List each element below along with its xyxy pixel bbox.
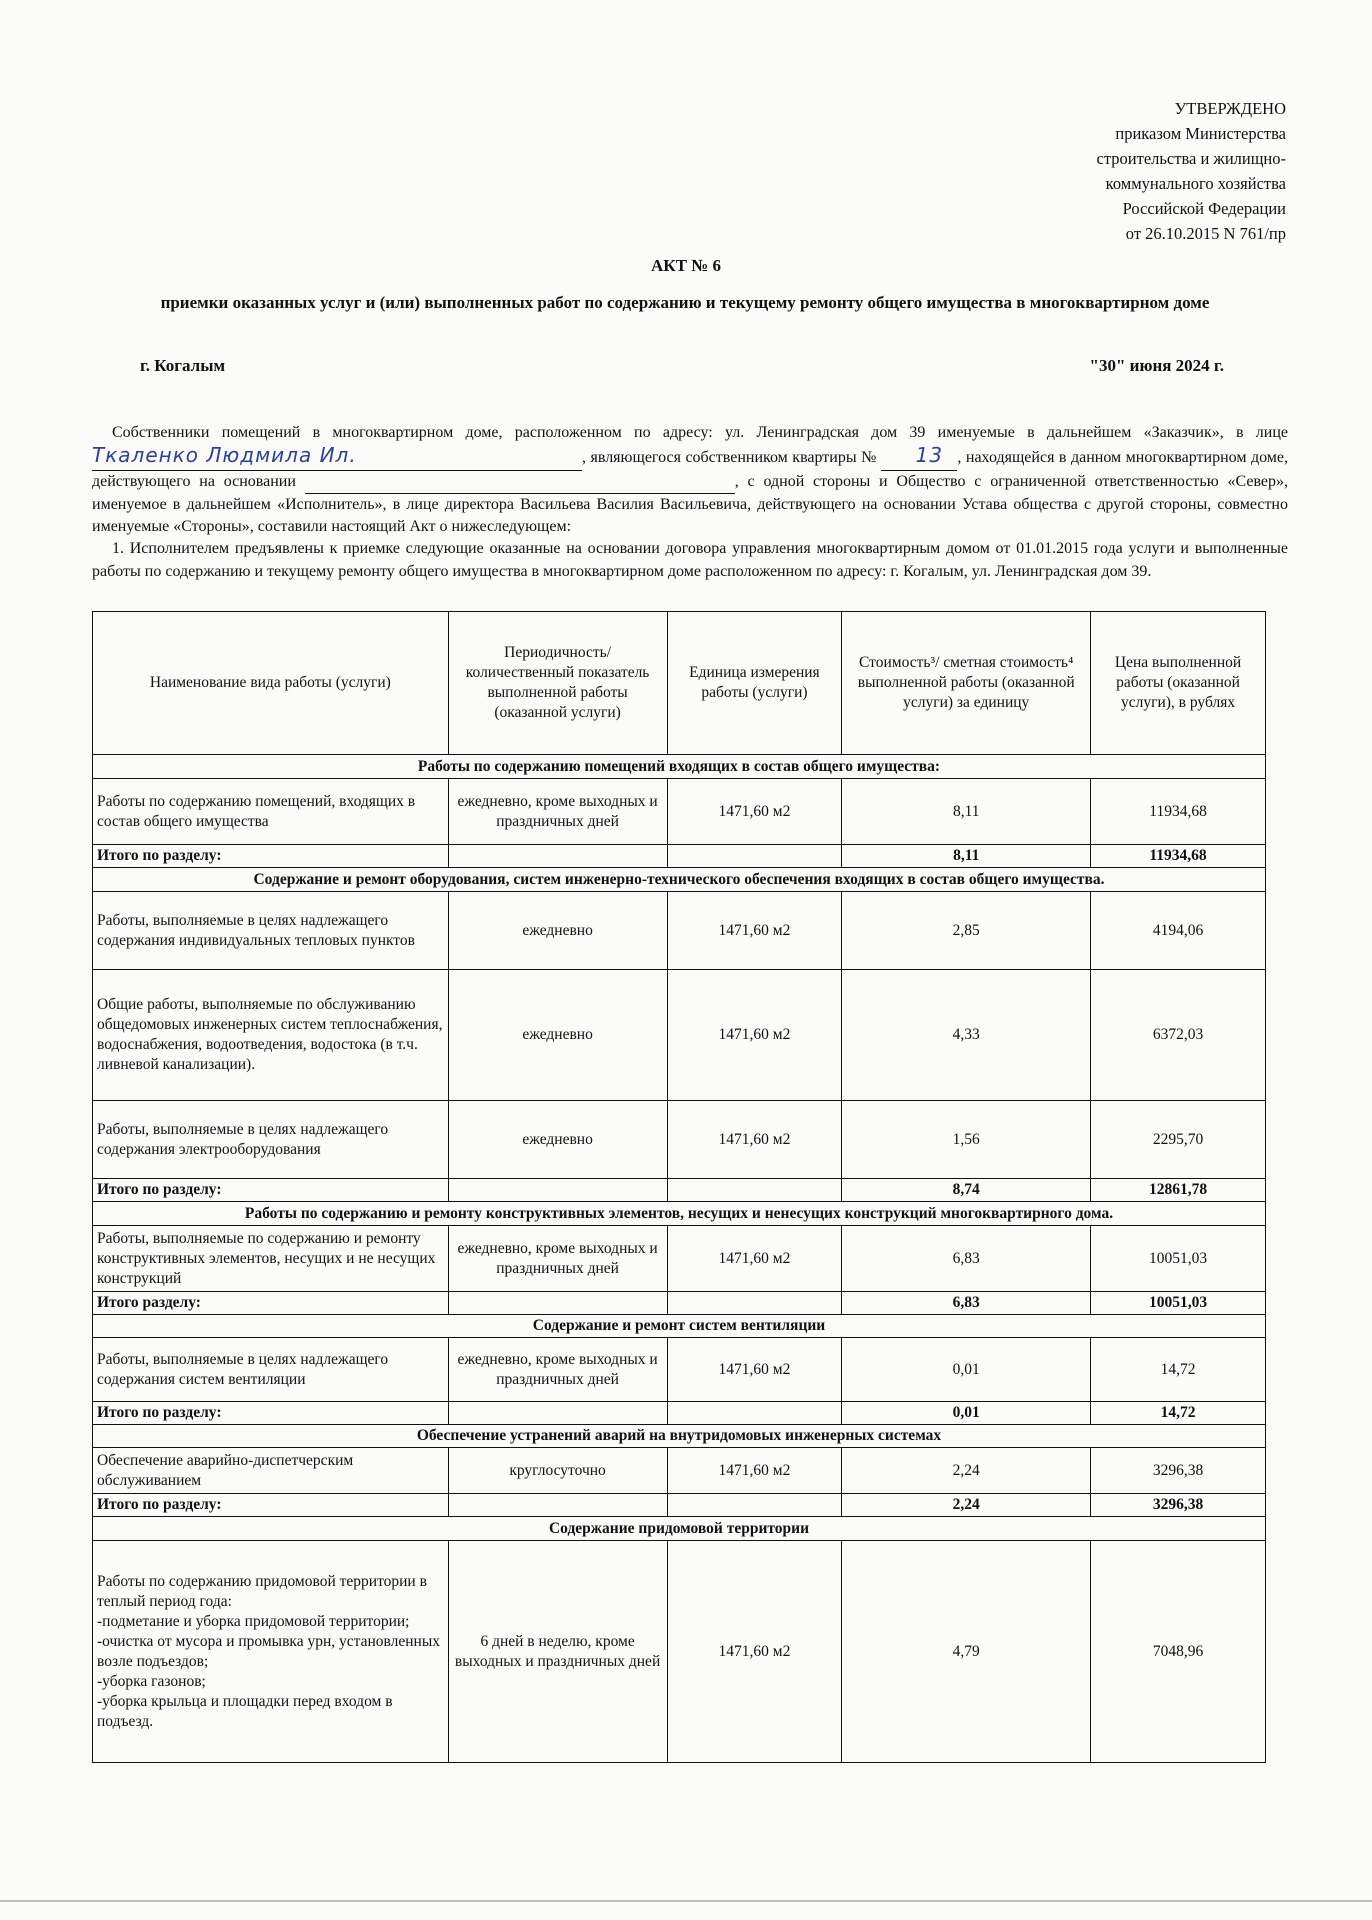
cell-periodicity: ежедневно, кроме выходных и праздничных дней (448, 1338, 667, 1402)
cell-line: -очистка от мусора и промывка урн, установленных возле подъездов; (97, 1632, 440, 1670)
city: г. Когалым (140, 356, 226, 375)
cell-unit: 1471,60 м2 (667, 1101, 842, 1179)
cell-price: 14,72 (1091, 1338, 1266, 1402)
approval-line: строительства и жилищно- (1096, 149, 1286, 168)
approval-line: Российской Федерации (1122, 199, 1286, 218)
cell-price: 3296,38 (1091, 1448, 1266, 1494)
owner-name-field (92, 444, 582, 470)
total-price: 3296,38 (1091, 1494, 1266, 1517)
basis-field (305, 471, 735, 494)
apartment-number-handwriting: 13 (915, 443, 944, 468)
cell-price: 10051,03 (1091, 1226, 1266, 1292)
section-total-row (93, 1402, 1266, 1425)
cell-unit: 1471,60 м2 (667, 970, 842, 1101)
section-title: Содержание и ремонт систем вентиляции (93, 1315, 1266, 1338)
owner-name-handwriting: Ткаленко Людмила Ил. (92, 443, 357, 468)
cell-unit-cost: 1,56 (842, 1101, 1091, 1179)
cell-unit-cost: 0,01 (842, 1338, 1091, 1402)
total-price: 10051,03 (1091, 1292, 1266, 1315)
header-unit-cost: Стоимость³/ сметная стоимость⁴ выполненной работы (оказанной услуги) за единицу (842, 612, 1091, 755)
section-total-row (93, 1292, 1266, 1315)
cell-price: 4194,06 (1091, 892, 1266, 970)
cell-name: Работы, выполняемые по содержанию и ремонту конструктивных элементов, несущих и не несущих конструкций (93, 1226, 449, 1292)
cell-periodicity: 6 дней в неделю, кроме выходных и праздничных дней (448, 1541, 667, 1763)
cell-unit-cost: 6,83 (842, 1226, 1091, 1292)
total-unit-cost: 2,24 (842, 1494, 1091, 1517)
section-title: Содержание придомовой территории (93, 1517, 1266, 1541)
cell-line: -уборка крыльца и площадки перед входом в подъезд. (97, 1692, 393, 1730)
section-total-row (93, 845, 1266, 868)
approval-line: коммунального хозяйства (1105, 174, 1286, 193)
scan-edge (0, 1900, 1372, 1902)
intro-paragraph-1 (92, 422, 1288, 538)
cell-unit: 1471,60 м2 (667, 779, 842, 845)
cell-unit: 1471,60 м2 (667, 1448, 842, 1494)
section-total-row (93, 1494, 1266, 1517)
apartment-number-field (881, 444, 957, 470)
total-price: 14,72 (1091, 1402, 1266, 1425)
intro-paragraph-2: 1. Исполнителем предъявлены к приемке следующие оказанные на основании договора управления многоквартирным домом от 01.01.2015 года услуги и выполненные работы по содержанию и текущему ремонту общего имущества в многоквартирном доме расположенном по адресу: г. Когалым, ул. Ленинградская дом 39. (92, 540, 1288, 580)
table-row (93, 779, 1266, 845)
cell-price: 11934,68 (1091, 779, 1266, 845)
intro-text (92, 422, 1288, 583)
cell-unit-cost: 4,79 (842, 1541, 1091, 1763)
act-date: "30" июня 2024 г. (1089, 356, 1224, 375)
cell-line: Работы по содержанию придомовой территории в теплый период года: (97, 1572, 427, 1610)
cell-name: Работы, выполняемые в целях надлежащего содержания электрооборудования (93, 1101, 449, 1179)
cell-name: Общие работы, выполняемые по обслуживанию общедомовых инженерных систем теплоснабжения, водоснабжения, водоотведения, водостока (в т.ч. ливневой канализации). (93, 970, 449, 1101)
cell-periodicity: круглосуточно (448, 1448, 667, 1494)
cell-price: 2295,70 (1091, 1101, 1266, 1179)
total-label: Итого по разделу: (93, 1494, 449, 1517)
works-table (92, 611, 1266, 1763)
act-title: АКТ № 6 (650, 256, 722, 275)
intro-text-part: Собственники помещений в многоквартирном доме, расположенном по адресу: ул. Ленинградская дом 39 именуемые в дальнейшем «Заказчик», в лице (112, 424, 1288, 441)
cell-price: 6372,03 (1091, 970, 1266, 1101)
cell-unit-cost: 8,11 (842, 779, 1091, 845)
total-price: 11934,68 (1091, 845, 1266, 868)
intro-text-part: , находящейся в данном многоквартирном доме, действующего на основании (92, 449, 1289, 490)
cell-unit: 1471,60 м2 (667, 1226, 842, 1292)
cell-periodicity: ежедневно (448, 1101, 667, 1179)
section-title: Работы по содержанию и ремонту конструктивных элементов, несущих и ненесущих конструкций многоквартирного дома. (93, 1202, 1266, 1226)
table-row (93, 1541, 1266, 1763)
cell-unit: 1471,60 м2 (667, 1338, 842, 1402)
header-unit: Единица измерения работы (услуги) (667, 612, 842, 755)
cell-periodicity: ежедневно, кроме выходных и праздничных дней (448, 779, 667, 845)
approval-line: УТВЕРЖДЕНО (1174, 99, 1286, 118)
total-label: Итого по разделу: (93, 1402, 449, 1425)
section-title: Работы по содержанию помещений входящих в состав общего имущества: (93, 755, 1266, 779)
cell-periodicity: ежедневно, кроме выходных и праздничных дней (448, 1226, 667, 1292)
total-unit-cost: 6,83 (842, 1292, 1091, 1315)
cell-line: -подметание и уборка придомовой территории; (97, 1612, 410, 1630)
section-total-row (93, 1179, 1266, 1202)
intro-text-part: , с одной стороны и Общество с ограниченной ответственностью «Север», именуемое в дальнейшем «Исполнитель», в лице директора Васильева Василия Васильевича, действующего на основании Устава общества с другой стороны, совместно именуемые «Стороны», составили настоящий Акт о нижеследующем: (92, 472, 1289, 536)
act-subtitle: приемки оказанных услуг и (или) выполненных работ по содержанию и текущему ремонту общего имущества в многоквартирном доме (160, 293, 1210, 312)
cell-unit-cost: 4,33 (842, 970, 1091, 1101)
approval-line: приказом Министерства (1115, 124, 1286, 143)
header-name: Наименование вида работы (услуги) (93, 612, 449, 755)
cell-name: Работы, выполняемые в целях надлежащего содержания систем вентиляции (93, 1338, 449, 1402)
table-row (93, 1338, 1266, 1402)
cell-unit-cost: 2,24 (842, 1448, 1091, 1494)
cell-name: Обеспечение аварийно-диспетчерским обслуживанием (93, 1448, 449, 1494)
approval-stamp (1097, 96, 1286, 246)
cell-unit: 1471,60 м2 (667, 892, 842, 970)
approval-line: от 26.10.2015 N 761/пр (1125, 224, 1286, 243)
intro-text-part: , являющегося собственником квартиры № (582, 449, 877, 467)
cell-periodicity: ежедневно (448, 970, 667, 1101)
cell-unit: 1471,60 м2 (667, 1541, 842, 1763)
table-row (93, 892, 1266, 970)
header-price: Цена выполненной работы (оказанной услуги), в рублях (1091, 612, 1266, 755)
total-unit-cost: 8,74 (842, 1179, 1091, 1202)
cell-name: Работы, выполняемые в целях надлежащего содержания индивидуальных тепловых пунктов (93, 892, 449, 970)
cell-line: -уборка газонов; (97, 1672, 206, 1690)
header-periodicity: Периодичность/ количественный показатель выполненной работы (оказанной услуги) (448, 612, 667, 755)
total-label: Итого разделу: (93, 1292, 449, 1315)
table-row (93, 1101, 1266, 1179)
total-label: Итого по разделу: (93, 1179, 449, 1202)
table-header-row (93, 612, 1266, 755)
total-label: Итого по разделу: (93, 845, 449, 868)
total-price: 12861,78 (1091, 1179, 1266, 1202)
table-row (93, 970, 1266, 1101)
cell-name (93, 1541, 449, 1763)
section-title: Содержание и ремонт оборудования, систем инженерно-технического обеспечения входящих в состав общего имущества. (93, 868, 1266, 892)
cell-periodicity: ежедневно (448, 892, 667, 970)
cell-name: Работы по содержанию помещений, входящих в состав общего имущества (93, 779, 449, 845)
section-title: Обеспечение устранений аварий на внутридомовых инженерных системах (93, 1425, 1266, 1448)
table-row (93, 1448, 1266, 1494)
total-unit-cost: 0,01 (842, 1402, 1091, 1425)
cell-unit-cost: 2,85 (842, 892, 1091, 970)
table-row (93, 1226, 1266, 1292)
cell-price: 7048,96 (1091, 1541, 1266, 1763)
total-unit-cost: 8,11 (842, 845, 1091, 868)
